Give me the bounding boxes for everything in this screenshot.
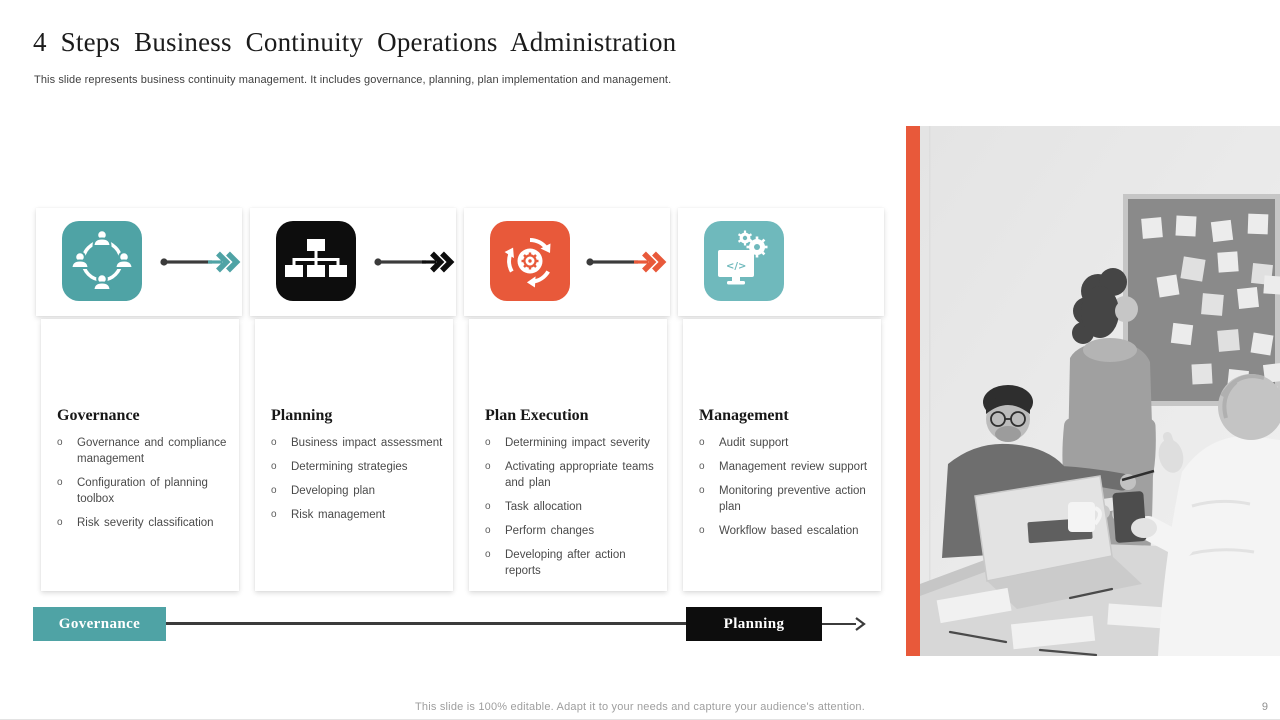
step-text-card <box>41 319 239 591</box>
flow-start-label: Governance <box>33 607 166 641</box>
list-item: o Audit support <box>699 437 789 449</box>
step-text-card <box>255 319 453 591</box>
list-item: o Developing after action reports <box>485 549 626 577</box>
list-item: o Perform changes <box>485 525 595 537</box>
bullet-marker: o <box>57 477 63 488</box>
bullet-marker: o <box>699 461 705 472</box>
list-item: o Risk severity classification <box>57 517 214 529</box>
icon-card <box>678 208 884 316</box>
list-item: o Business impact assessment <box>271 437 443 449</box>
list-item: o Governance and compliance management <box>57 437 227 465</box>
bullet-marker: o <box>699 437 705 448</box>
org-chart-icon <box>276 221 356 301</box>
step-bullet-list <box>57 435 229 531</box>
list-item: o Determining strategies <box>271 461 408 473</box>
step-title: Plan Execution <box>485 407 589 424</box>
list-item: o Configuration of planning toolbox <box>57 477 208 505</box>
bullet-marker: o <box>485 549 491 560</box>
accent-bar <box>906 126 920 656</box>
slide-subtitle: This slide represents business continuity management. It includes governance, planning, plan implementation and management. <box>34 74 672 86</box>
flow-end-label: Planning <box>686 607 822 641</box>
bullet-marker: o <box>485 461 491 472</box>
list-item: o Activating appropriate teams and plan <box>485 461 654 489</box>
step-bullet-list <box>485 435 657 579</box>
bullet-marker: o <box>57 437 63 448</box>
bullet-marker: o <box>699 525 705 536</box>
step-bullet-list <box>699 435 871 539</box>
list-item: o Determining impact severity <box>485 437 650 449</box>
step-title: Planning <box>271 407 333 424</box>
meeting-photo <box>920 126 1280 656</box>
page-number: 9 <box>1261 701 1268 713</box>
list-item: o Risk management <box>271 509 386 521</box>
bullet-marker: o <box>271 509 277 520</box>
flow-connector-line <box>166 622 686 625</box>
bullet-marker: o <box>271 437 277 448</box>
bullet-marker: o <box>271 461 277 472</box>
svg-text:</>: </> <box>726 261 747 272</box>
step-bullet-list <box>271 435 443 523</box>
list-item: o Developing plan <box>271 485 375 497</box>
bullet-marker: o <box>485 501 491 512</box>
step-text-card <box>469 319 667 591</box>
list-item: o Monitoring preventive action plan <box>699 485 866 513</box>
photo-panel <box>906 126 1280 656</box>
bullet-marker: o <box>699 485 705 496</box>
bullet-marker: o <box>271 485 277 496</box>
flow-tail-line <box>822 623 856 625</box>
process-cycle-icon <box>490 221 570 301</box>
bullet-marker: o <box>57 517 63 528</box>
step-column-management <box>678 208 884 591</box>
system-gears-icon <box>704 221 784 301</box>
list-item: o Task allocation <box>485 501 582 513</box>
step-title: Governance <box>57 407 140 424</box>
footer-note: This slide is 100% editable. Adapt it to your needs and capture your audience's attention. <box>415 701 865 713</box>
bullet-marker: o <box>485 525 491 536</box>
flow-arrow-icon <box>584 250 674 274</box>
arrowhead-icon <box>854 616 866 632</box>
flow-arrow-icon <box>158 250 248 274</box>
list-item: o Management review support <box>699 461 868 473</box>
bullet-marker: o <box>485 437 491 448</box>
step-text-card <box>683 319 881 591</box>
slide-title: 4 Steps Business Continuity Operations Administration <box>33 27 677 57</box>
list-item: o Workflow based escalation <box>699 525 859 537</box>
team-network-icon <box>62 221 142 301</box>
flow-arrow-icon <box>372 250 462 274</box>
step-title: Management <box>699 407 789 424</box>
